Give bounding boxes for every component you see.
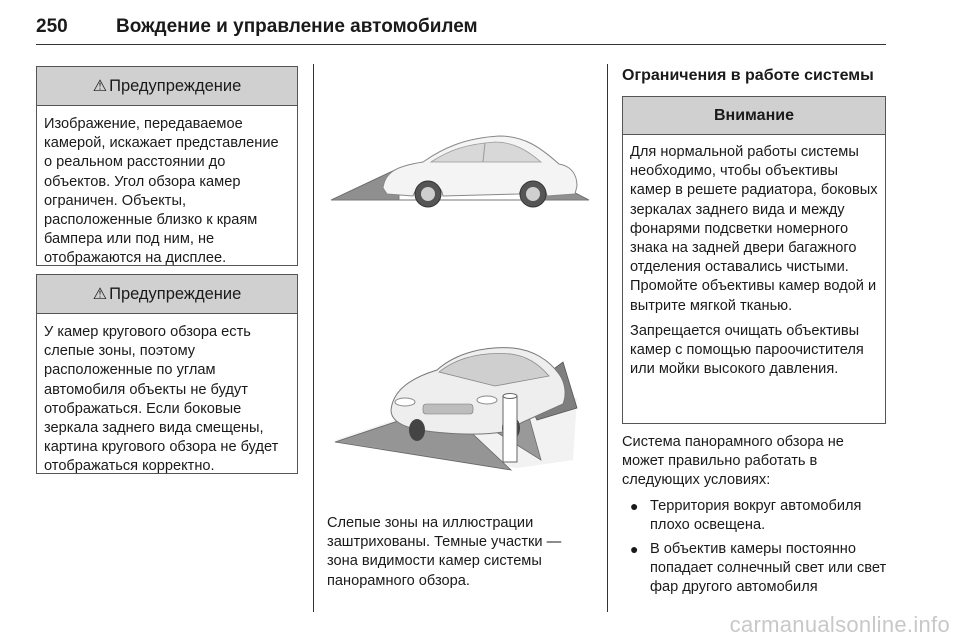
page-header (36, 10, 886, 45)
figure-caption: Слепые зоны на иллюстрации заштрихованы. Темные участки — зона видимости камер системы панорамного обзора. (327, 515, 562, 589)
warning-box-2 (36, 274, 298, 474)
list-item: ● В объектив камеры постоянно попадает солнечный свет или свет фар другого автомобиля (630, 541, 887, 596)
warning-triangle-icon: ⚠ (92, 286, 108, 303)
car-side-view-illustration (327, 68, 592, 276)
car-grille (423, 404, 473, 414)
note-paragraph-2: Запрещается очищать объективы камер с помощью пароочистителя или мойки высокого давления. (630, 322, 864, 378)
warning-heading-1 (37, 67, 297, 106)
warning-heading-text: Предупреждение (109, 284, 242, 303)
front-wheel-left (409, 419, 425, 441)
bullet-icon: ● (630, 541, 639, 558)
bullet-icon: ● (630, 497, 639, 514)
list-item: ● Территория вокруг автомобиля плохо освещена. (630, 497, 862, 533)
watermark: carmanualsonline.info (729, 612, 950, 637)
conditions-intro: Система панорамного обзора не может правильно работать в следующих условиях: (622, 434, 844, 489)
page-title: Вождение и управление автомобилем (116, 16, 478, 37)
conditions-text (622, 433, 887, 603)
column-divider-right (607, 64, 608, 612)
warning-triangle-icon: ⚠ (92, 78, 108, 95)
conditions-list (622, 497, 887, 598)
warning-heading-2 (37, 275, 297, 314)
warning-box-1 (36, 66, 298, 266)
section-title: Ограничения в работе системы (622, 67, 874, 84)
front-wheel-rim (421, 187, 435, 201)
car-perspective-illustration (327, 290, 592, 500)
headlight-left (395, 398, 415, 406)
page-number: 250 (36, 16, 68, 37)
obstacle-pole (503, 396, 517, 462)
warning-text-2: У камер кругового обзора есть слепые зоны, поэтому расположенные по углам автомобиля объекты не будут отображаться. Если боковые зеркала заднего вида смещены, картина кругового обзора не будет отображаться корректно. (44, 324, 279, 475)
headlight-right (477, 396, 497, 404)
note-body (623, 135, 885, 393)
warning-heading-text: Предупреждение (109, 76, 242, 95)
rear-wheel-rim (526, 187, 540, 201)
column-divider-left (313, 64, 314, 612)
note-paragraph-1: Для нормальной работы системы необходимо, чтобы объективы камер в решете радиатора, боковых зеркалах заднего вида и между фонарями подсветки номерного знака на задней двери багажного отделения оставались чистыми. Промойте объективы камер водой и вытрите мягкой тканью. (630, 144, 878, 314)
note-box (622, 96, 886, 424)
note-heading: Внимание (623, 97, 885, 135)
warning-text-1: Изображение, передаваемое камерой, искажает представление о реальном расстоянии до объектов. Угол обзора камер ограничен. Объекты, расположенные близко к краям бампера или под ним, не отображаются на дисплее. (44, 116, 279, 267)
